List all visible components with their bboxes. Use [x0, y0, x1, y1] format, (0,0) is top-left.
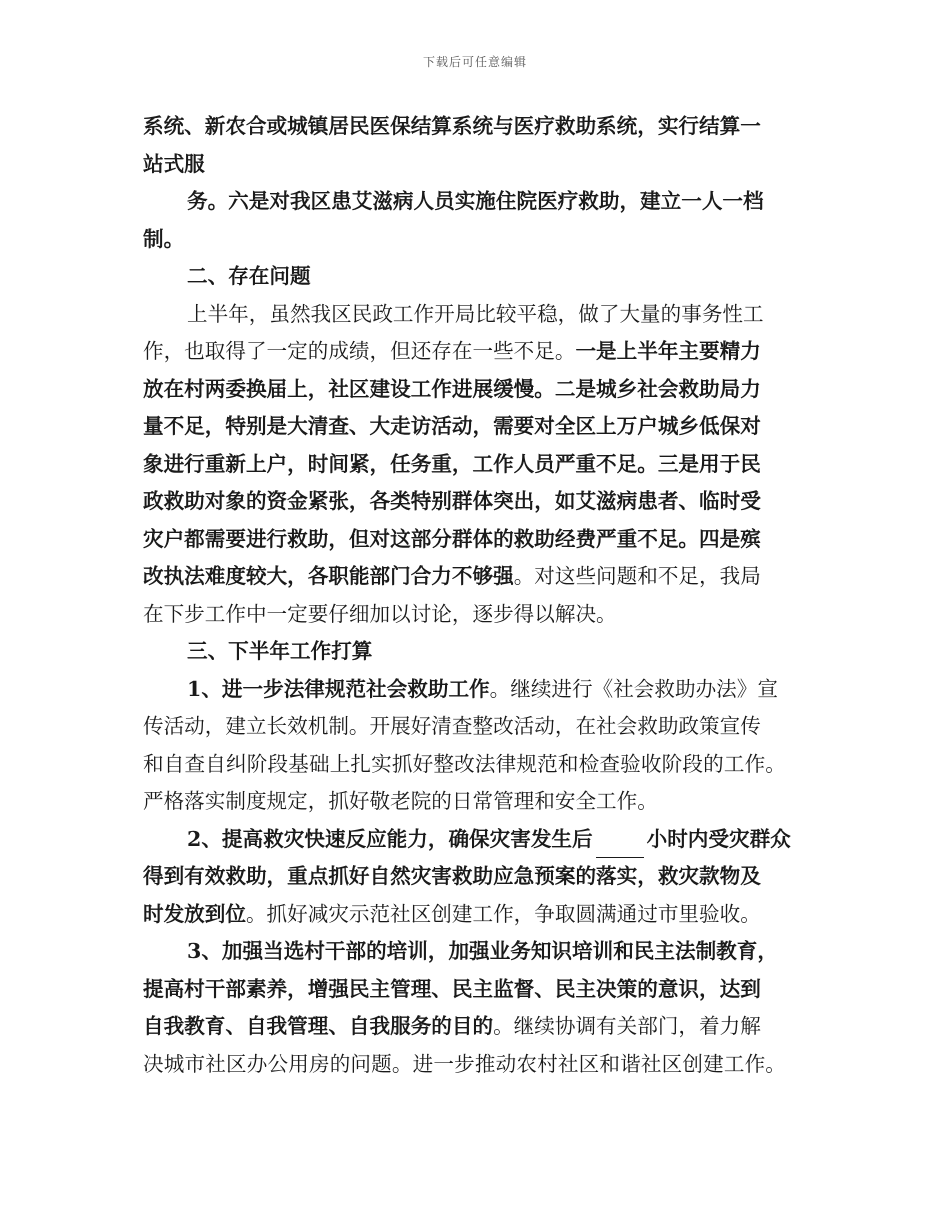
- text-line: 放在村两委换届上，社区建设工作进展缓慢。二是城乡社会救助局力: [143, 376, 761, 401]
- text-line: 象进行重新上户，时间紧，任务重，工作人员严重不足。三是用于民: [143, 451, 761, 476]
- text-line: 严格落实制度规定，抓好敬老院的日常管理和安全工作。: [143, 789, 658, 813]
- text-line: 务。六是对我区患艾滋病人员实施住院医疗救助，建立一人一档: [187, 189, 764, 213]
- text-line: 3、加强当选村干部的培训，加强业务知识培训和民主法制教育，: [187, 939, 778, 963]
- section-heading: 三、下半年工作打算: [187, 639, 373, 663]
- text-line: 时发放到位。抓好减灾示范社区创建工作，争取圆满通过市里验收。: [143, 901, 761, 926]
- text-line: 传活动，建立长效机制。开展好清查整改活动，在社会救助政策宣传: [143, 714, 761, 738]
- text-line: 量不足，特别是大清查、大走访活动，需要对全区上万户城乡低保对: [143, 414, 761, 438]
- text-line: 提高村干部素养，增强民主管理、民主监督、民主决策的意识，达到: [143, 976, 761, 1001]
- text-line: 上半年，虽然我区民政工作开局比较平稳，做了大量的事务性工: [187, 301, 764, 326]
- text-line: 作，也取得了一定的成绩，但还存在一些不足。一是上半年主要精力: [143, 339, 761, 363]
- text-line: 2、提高救灾快速反应能力，确保灾害发生后 小时内受灾群众: [143, 821, 823, 859]
- document-body: [143, 108, 823, 1083]
- text-line: 决城市社区办公用房的问题。进一步推动农村社区和谐社区创建工作。: [143, 1051, 787, 1076]
- text-line: 得到有效救助，重点抓好自然灾害救助应急预案的落实，救灾款物及: [143, 864, 761, 888]
- text-line: 和自查自纠阶段基础上扎实抓好整改法律规范和检查验收阶段的工作。: [143, 751, 787, 776]
- text-line: 1、进一步法律规范社会救助工作。继续进行《社会救助办法》宣: [187, 676, 778, 701]
- text-line: 灾户都需要进行救助，但对这部分群体的救助经费严重不足。四是殡: [143, 526, 761, 551]
- text-line: 制。: [143, 226, 185, 251]
- fill-in-blank: [596, 835, 644, 858]
- text-line: 在下步工作中一定要仔细加以讨论，逐步得以解决。: [143, 601, 617, 626]
- text-line: 自我教育、自我管理、自我服务的目的。继续协调有关部门，着力解: [143, 1014, 761, 1038]
- text-line: 系统、新农合或城镇居民医保结算系统与医疗救助系统，实行结算一: [143, 114, 761, 138]
- section-heading: 二、存在问题: [187, 264, 311, 288]
- page-header-note: 下载后可任意编辑: [422, 55, 527, 69]
- text-line: 改执法难度较大，各职能部门合力不够强。对这些问题和不足，我局: [143, 564, 761, 588]
- text-line: 政救助对象的资金紧张，各类特别群体突出，如艾滋病患者、临时受: [143, 489, 761, 513]
- text-line: 站式服: [143, 151, 205, 176]
